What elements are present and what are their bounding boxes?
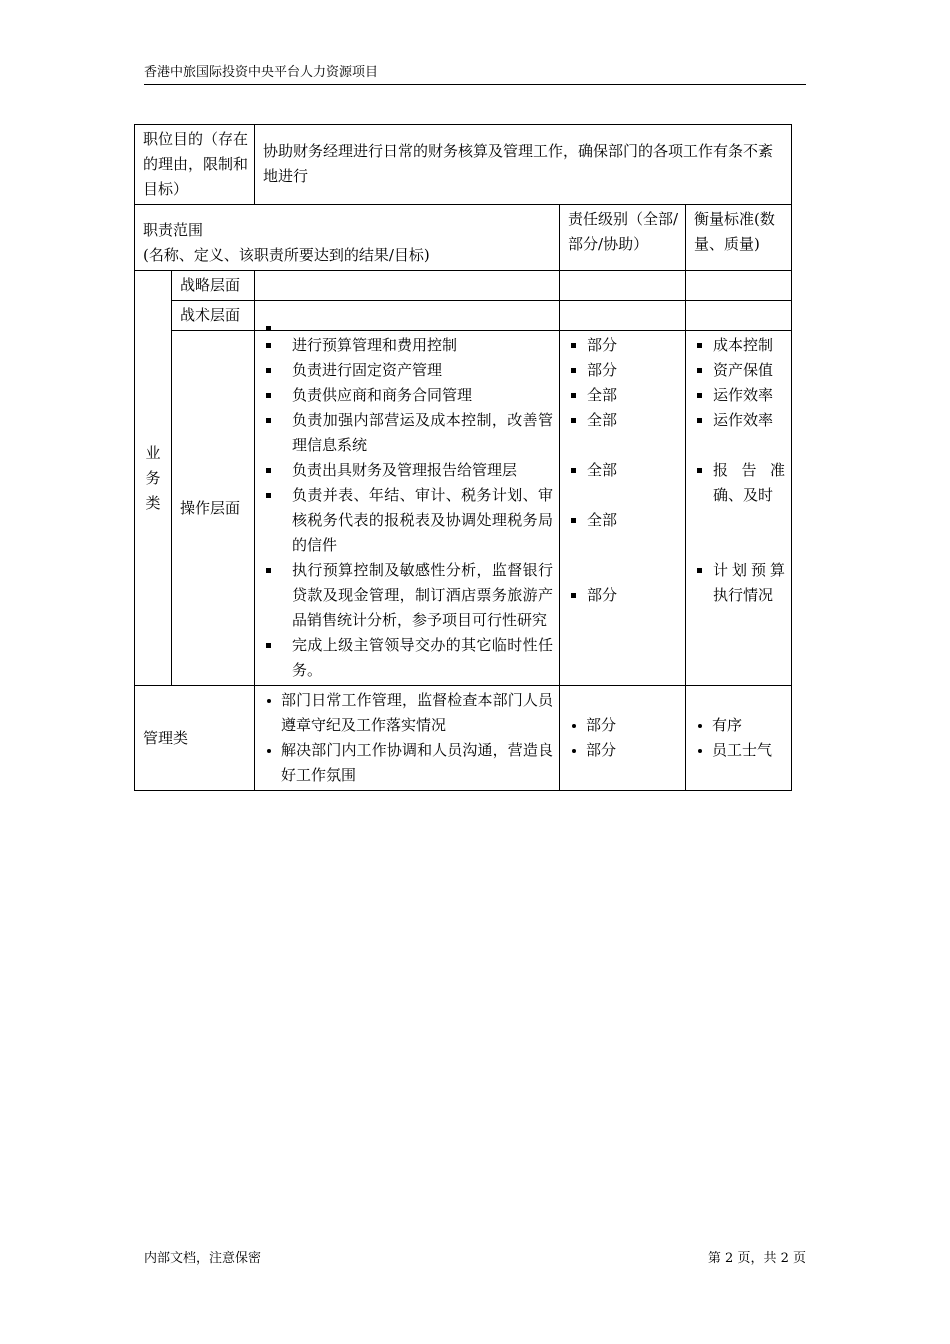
management-measures xyxy=(686,686,792,791)
strategy-level xyxy=(560,271,686,301)
list-item: 全部 xyxy=(568,508,679,533)
tactic-measure xyxy=(686,301,792,331)
business-label-char: 务 xyxy=(145,468,161,487)
strategy-row xyxy=(135,271,792,301)
operation-levels-list xyxy=(568,333,679,608)
management-duties-list xyxy=(263,688,553,788)
job-description-table xyxy=(134,124,792,791)
list-item: 部分 xyxy=(568,358,679,383)
business-label-char: 业 xyxy=(145,443,161,462)
management-row xyxy=(135,686,792,791)
purpose-row xyxy=(135,125,792,205)
scope-header xyxy=(135,205,560,271)
list-item: 完成上级主管领导交办的其它临时性任务。 xyxy=(263,633,553,683)
tactic-label: 战术层面 xyxy=(172,301,255,331)
strategy-measure xyxy=(686,271,792,301)
footer-confidential: 内部文档，注意保密 xyxy=(144,1251,262,1266)
list-item: 部分 xyxy=(568,738,679,763)
management-levels xyxy=(560,686,686,791)
level-header: 责任级别（全部/部分/协助） xyxy=(560,205,686,271)
list-item: 员工士气 xyxy=(694,738,785,763)
strategy-content xyxy=(255,271,560,301)
list-item: 全部 xyxy=(568,383,679,408)
list-item: 负责并表、年结、审计、税务计划、审核税务代表的报税表及协调处理税务局的信件 xyxy=(263,483,553,558)
list-item: 运作效率 xyxy=(694,408,785,433)
header-row xyxy=(135,205,792,271)
list-item: 负责出具财务及管理报告给管理层 xyxy=(263,458,553,483)
list-item: 报告准确、及时 xyxy=(694,458,785,508)
operation-levels xyxy=(560,331,686,686)
list-item: 负责加强内部营运及成本控制，改善管理信息系统 xyxy=(263,408,553,458)
scope-title: 职责范围 xyxy=(143,221,204,239)
list-item: 运作效率 xyxy=(694,383,785,408)
tactic-row xyxy=(135,301,792,331)
list-item: 全部 xyxy=(568,408,679,433)
management-label: 管理类 xyxy=(135,686,255,791)
list-item: 部分 xyxy=(568,333,679,358)
operation-measures xyxy=(686,331,792,686)
list-item: 全部 xyxy=(568,458,679,483)
list-item: 负责供应商和商务合同管理 xyxy=(263,383,553,408)
list-item: 有序 xyxy=(694,713,785,738)
list-item: 资产保值 xyxy=(694,358,785,383)
tactic-content xyxy=(255,301,560,331)
list-item: 成本控制 xyxy=(694,333,785,358)
list-item: 进行预算管理和费用控制 xyxy=(263,333,553,358)
management-content xyxy=(255,686,560,791)
purpose-label: 职位目的（存在的理由，限制和目标） xyxy=(135,125,255,205)
page-header: 香港中旅国际投资中央平台人力资源项目 xyxy=(144,64,806,85)
operation-content xyxy=(255,331,560,686)
tactic-level xyxy=(560,301,686,331)
footer-page-number: 第 2 页，共 2 页 xyxy=(707,1251,806,1266)
management-levels-list xyxy=(568,713,679,763)
management-measures-list xyxy=(694,713,785,763)
list-item: 负责进行固定资产管理 xyxy=(263,358,553,383)
list-item: 部分 xyxy=(568,583,679,608)
operation-measures-list xyxy=(694,333,785,608)
list-item: 部门日常工作管理，监督检查本部门人员遵章守纪及工作落实情况 xyxy=(263,688,553,738)
list-item: 解决部门内工作协调和人员沟通，营造良好工作氛围 xyxy=(263,738,553,788)
business-category-label xyxy=(135,271,172,686)
operation-duties-list xyxy=(263,333,553,683)
operation-label: 操作层面 xyxy=(172,331,255,686)
scope-subtitle: (名称、定义、该职责所要达到的结果/目标) xyxy=(143,246,430,264)
strategy-label: 战略层面 xyxy=(172,271,255,301)
list-item: 执行预算控制及敏感性分析，监督银行贷款及现金管理，制订酒店票务旅游产品销售统计分析，参予项目可行性研究 xyxy=(263,558,553,633)
list-item: 计划预算执行情况 xyxy=(694,558,785,608)
purpose-value: 协助财务经理进行日常的财务核算及管理工作，确保部门的各项工作有条不紊地进行 xyxy=(255,125,792,205)
list-item: 部分 xyxy=(568,713,679,738)
measure-header: 衡量标准(数量、质量) xyxy=(686,205,792,271)
business-label-char: 类 xyxy=(145,493,161,512)
operation-row xyxy=(135,331,792,686)
